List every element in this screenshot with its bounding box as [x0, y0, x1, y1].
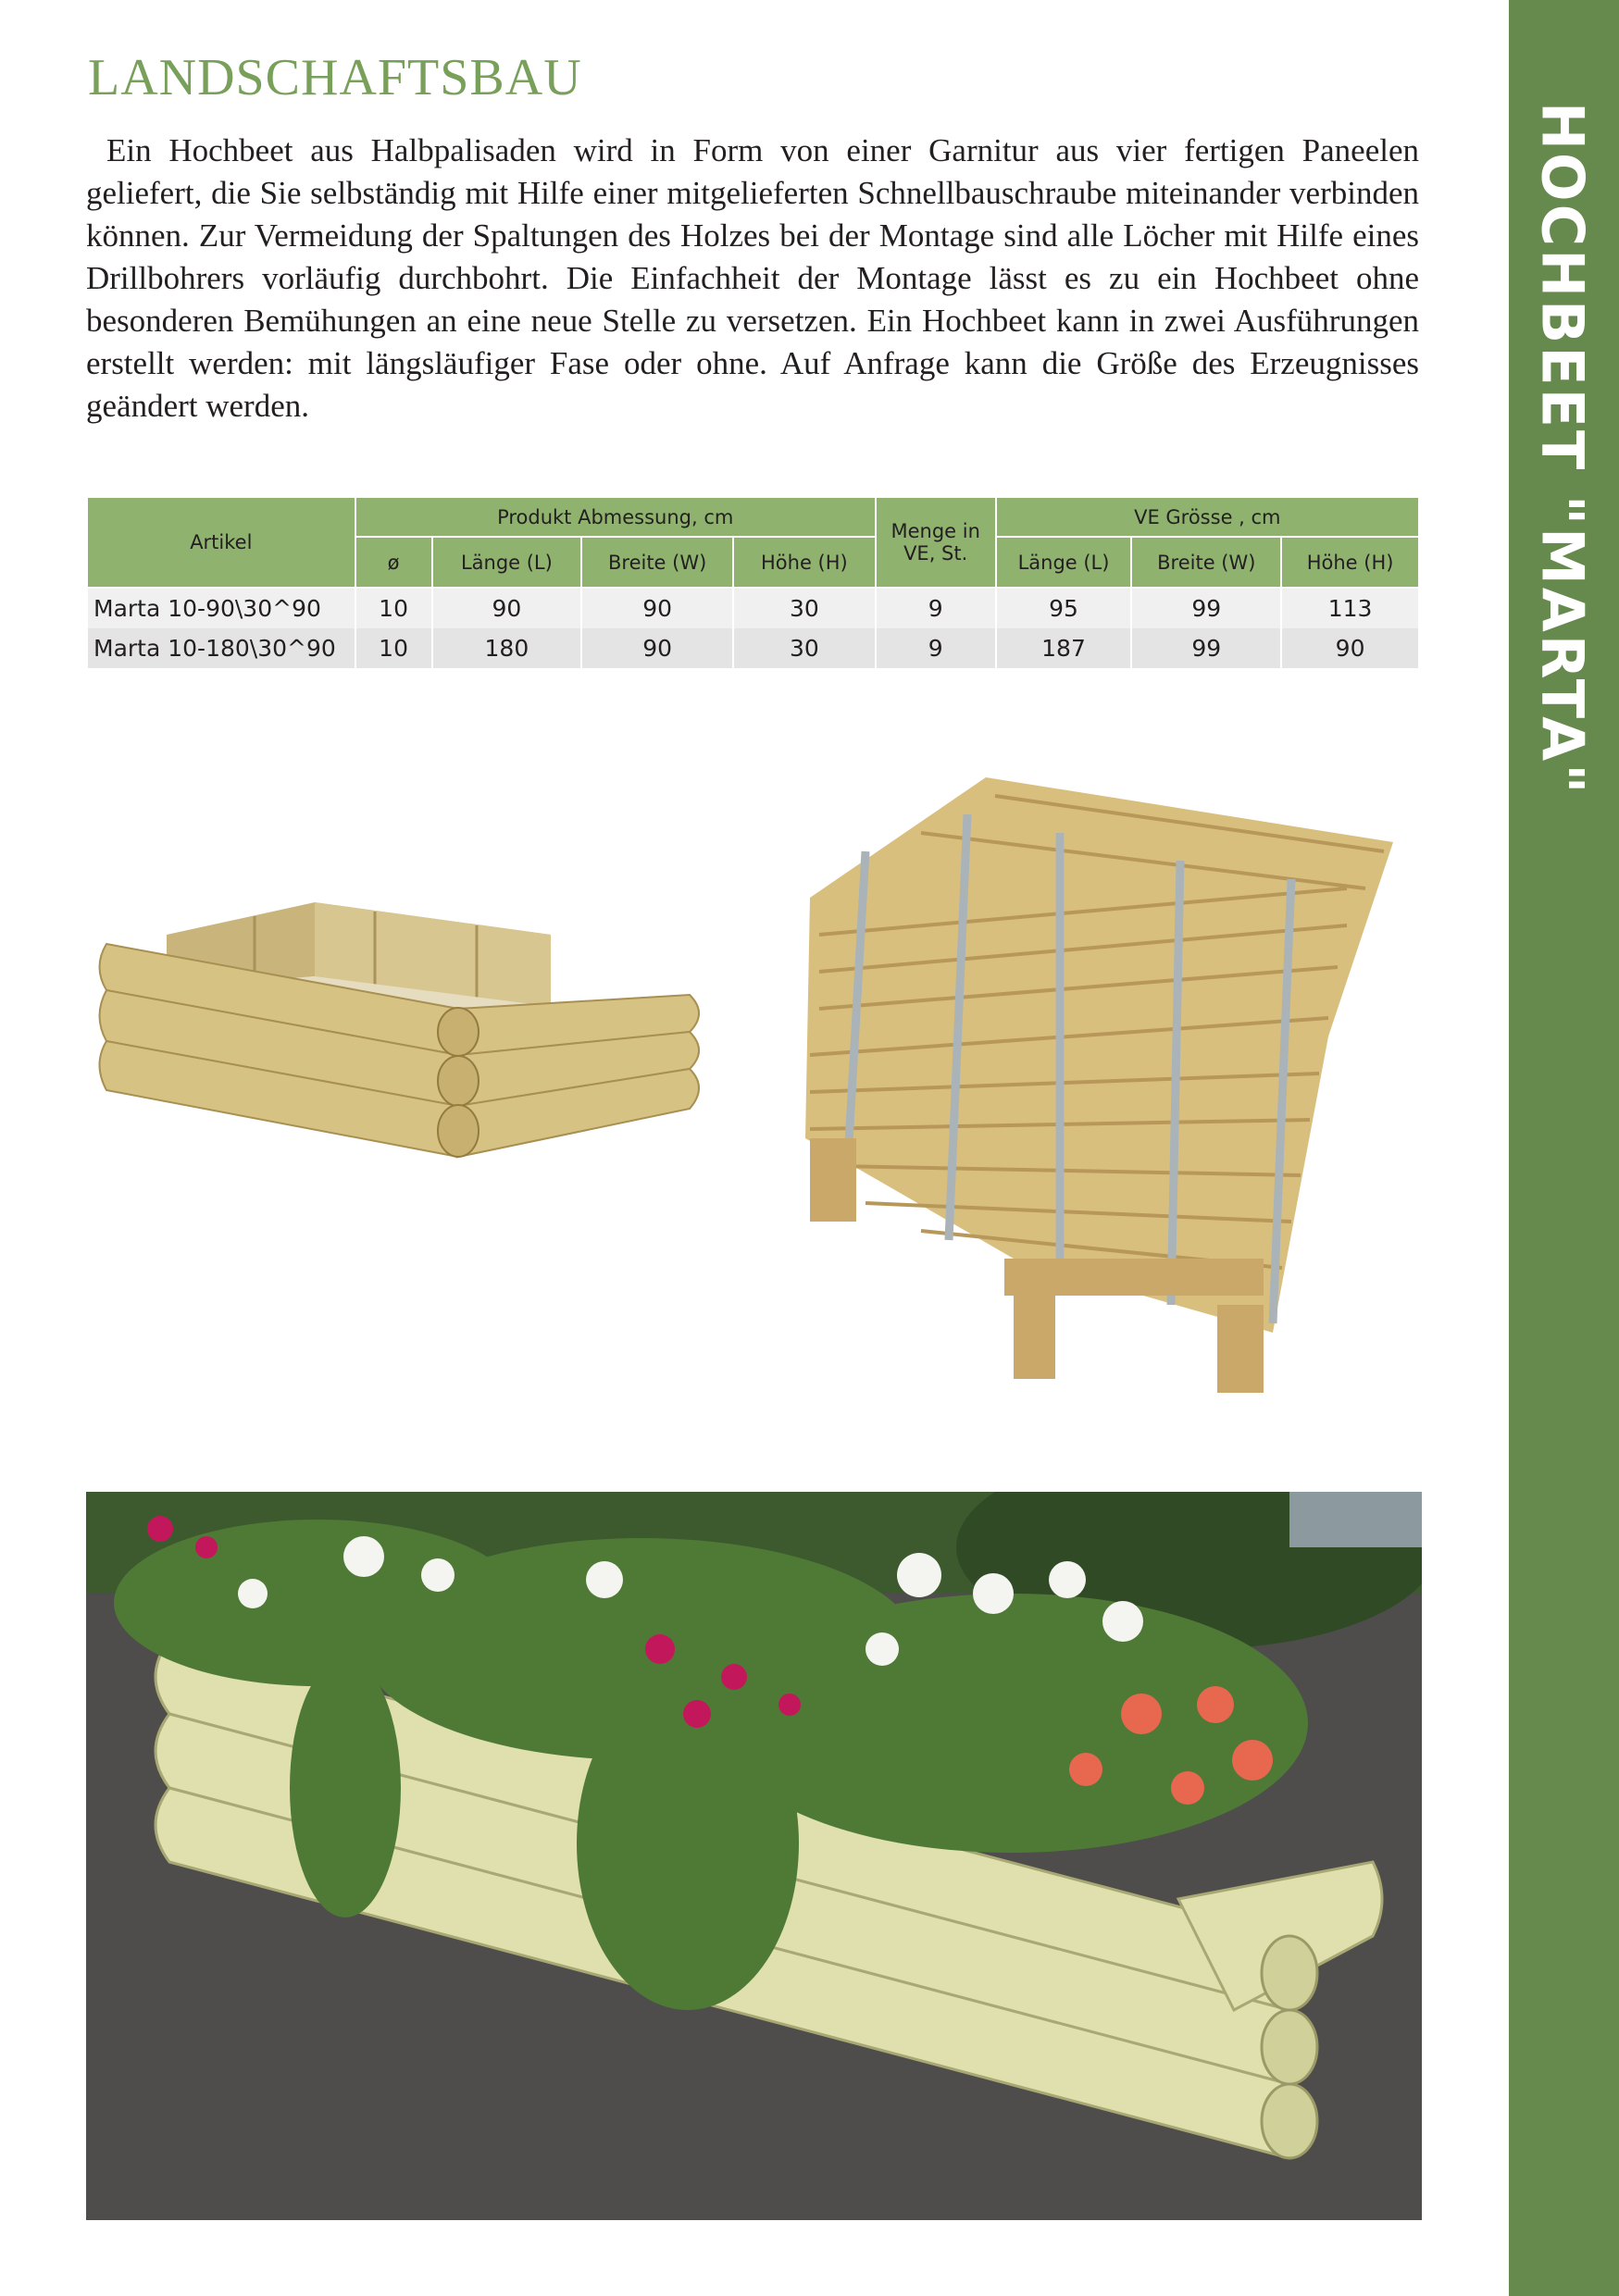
cell-artikel: Marta 10-90\30^90	[87, 588, 355, 628]
photo-pallet	[754, 740, 1421, 1421]
header-artikel: Artikel	[87, 497, 355, 588]
cell-ve-breite: 99	[1131, 588, 1281, 628]
photo-planted-bed	[86, 1492, 1422, 2220]
header-hoehe: Höhe (H)	[733, 537, 876, 588]
cell-laenge: 180	[432, 628, 582, 668]
header-menge: Menge in VE, St.	[876, 497, 996, 588]
cell-artikel: Marta 10-180\30^90	[87, 628, 355, 668]
section-title: LANDSCHAFTSBAU	[88, 49, 582, 106]
cell-breite: 90	[581, 588, 733, 628]
header-diameter: ø	[355, 537, 432, 588]
spec-table	[86, 496, 1420, 668]
cell-laenge: 90	[432, 588, 582, 628]
header-laenge: Länge (L)	[432, 537, 582, 588]
cell-hoehe: 30	[733, 628, 876, 668]
cell-diameter: 10	[355, 628, 432, 668]
intro-paragraph: Ein Hochbeet aus Halbpalisaden wird in Form von einer Garnitur aus vier fertigen Paneelen geliefert, die Sie selbständig mit Hilfe einer mitgelieferten Schnellbauschraube miteinander verbinden können. Zur Vermeidung der Spaltungen des Holzes bei der Montage sind alle Löcher mit Hilfe eines Drillbohrers vorläufig durchbohrt. Die Einfachheit der Montage lässt es zu ein Hochbeet ohne besonderen Bemühungen an eine neue Stelle zu versetzen. Ein Hochbeet kann in zwei Ausführungen erstellt werden: mit längsläufiger Fase oder ohne. Auf Anfrage kann die Größe des Erzeugnisses geändert werden.	[86, 132, 1419, 424]
header-ve-breite: Breite (W)	[1131, 537, 1281, 588]
header-ve-hoehe: Höhe (H)	[1281, 537, 1419, 588]
cell-menge: 9	[876, 628, 996, 668]
cell-ve-laenge: 187	[996, 628, 1132, 668]
table-row	[87, 628, 1419, 668]
cell-menge: 9	[876, 588, 996, 628]
cell-ve-hoehe: 113	[1281, 588, 1419, 628]
table-row	[87, 588, 1419, 628]
header-produkt-group: Produkt Abmessung, cm	[355, 497, 876, 537]
cell-hoehe: 30	[733, 588, 876, 628]
cell-diameter: 10	[355, 588, 432, 628]
side-title: HOCHBEET "MARTA"	[1528, 102, 1597, 797]
photo-empty-bed	[88, 888, 708, 1323]
header-ve-laenge: Länge (L)	[996, 537, 1132, 588]
cell-ve-breite: 99	[1131, 628, 1281, 668]
header-ve-group: VE Grösse , cm	[996, 497, 1419, 537]
header-breite: Breite (W)	[581, 537, 733, 588]
cell-ve-hoehe: 90	[1281, 628, 1419, 668]
cell-ve-laenge: 95	[996, 588, 1132, 628]
cell-breite: 90	[581, 628, 733, 668]
